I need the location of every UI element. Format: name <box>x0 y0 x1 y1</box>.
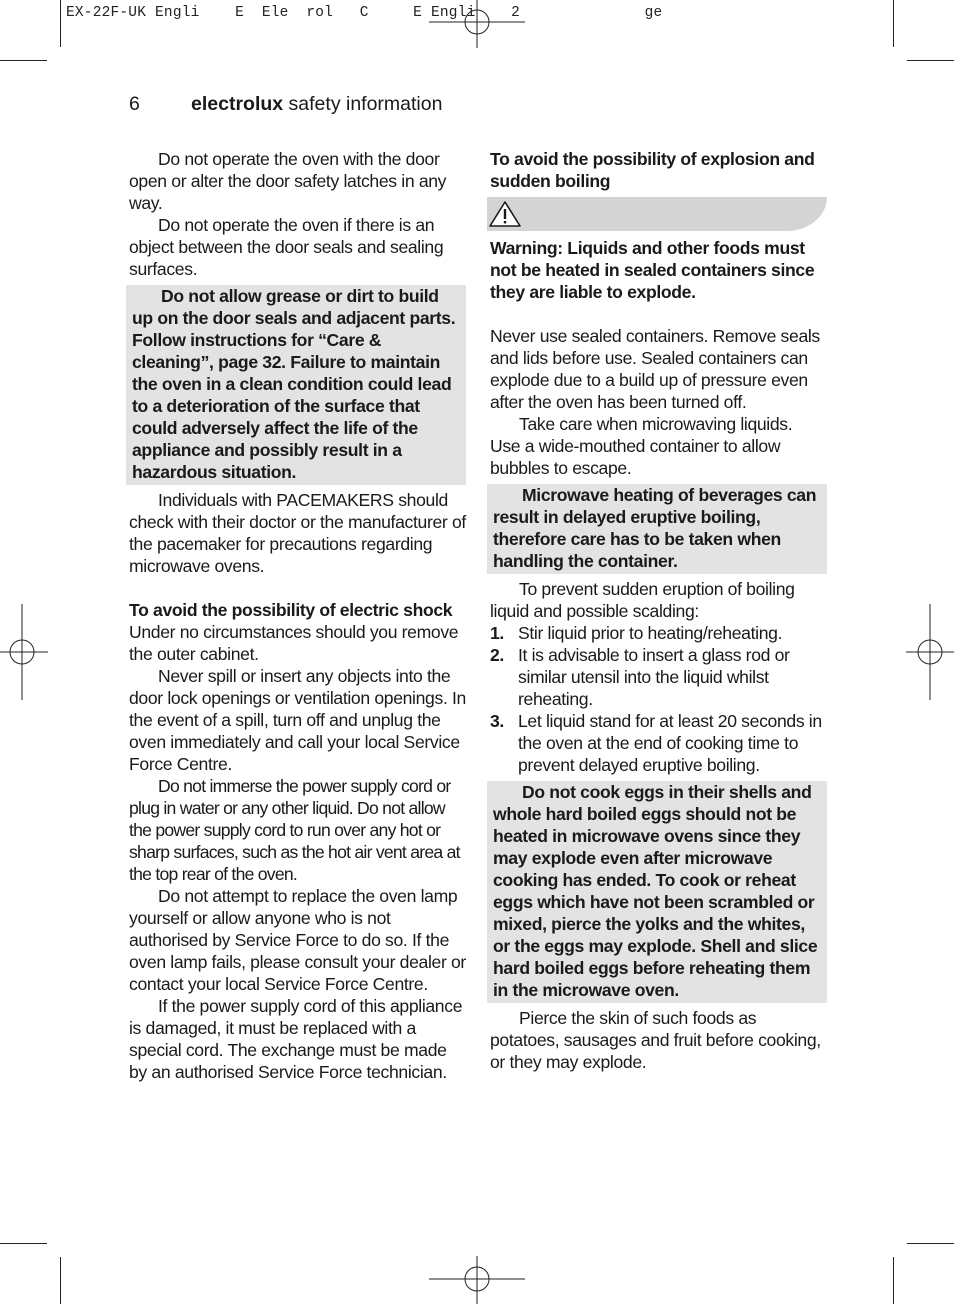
paragraph: Under no circumstances should you remove the outer cabinet. <box>129 622 459 664</box>
warning-text: Warning: Liquids and other foods must not be heated in sealed containers since they are liable to explode. <box>490 238 815 302</box>
list-item <box>490 710 827 776</box>
printer-slug: EX-22F-UK Engli E Ele rol C E Engli 2 ge <box>66 5 663 21</box>
section-heading: To avoid the possibility of explosion and sudden boiling <box>490 149 815 191</box>
registration-mark-icon <box>0 604 48 700</box>
highlight-box <box>487 781 827 1003</box>
paragraph: Do not immerse the power supply cord or plug in water or any other liquid. Do not allow the power supply cord to run over any hot or sharp surfaces, such as the hot air vent area at the top rear of the oven. <box>129 776 460 884</box>
list-item <box>490 622 827 644</box>
warning-bar <box>487 197 827 231</box>
registration-mark-icon <box>429 1256 525 1304</box>
paragraph: Individuals with PACEMAKERS should check with their doctor or the manufacturer of the pacemaker for precautions regarding microwave ovens. <box>129 490 466 576</box>
paragraph: Take care when microwaving liquids. Use a wide-mouthed container to allow bubbles to escape. <box>490 414 793 478</box>
paragraph: Never use sealed containers. Remove seals and lids before use. Sealed containers can explode due to a build up of pressure even after the oven has been turned off. <box>490 326 820 412</box>
page-number: 6 <box>129 93 140 115</box>
crop-mark <box>0 1243 47 1244</box>
paragraph: Do not operate the oven with the door open or alter the door safety latches in any way. <box>129 149 447 213</box>
paragraph: Pierce the skin of such foods as potatoes, sausages and fruit before cooking, or they may explode. <box>490 1008 821 1072</box>
highlight-box <box>126 285 466 485</box>
list-number: 1. <box>490 623 504 643</box>
list-item <box>490 644 827 710</box>
crop-mark <box>907 60 954 61</box>
brand-name: electrolux <box>191 93 284 115</box>
list-number: 2. <box>490 645 504 665</box>
crop-mark <box>907 1243 954 1244</box>
paragraph: To prevent sudden eruption of boiling liquid and possible scalding: <box>490 579 795 621</box>
list-number: 3. <box>490 711 504 731</box>
warning-triangle-icon <box>488 200 522 228</box>
section-heading: To avoid the possibility of electric shock <box>129 600 453 620</box>
right-column <box>490 148 827 1073</box>
paragraph: Do not attempt to replace the oven lamp yourself or allow anyone who is not authorised by Service Force to do so. If the oven lamp fails, please consult your dealer or contact your local Service Force Centre. <box>129 886 466 994</box>
registration-mark-icon <box>429 0 525 48</box>
list-text: Stir liquid prior to heating/reheating. <box>518 623 783 643</box>
highlight-text: Microwave heating of beverages can result in delayed eruptive boiling, therefore care has to be taken when handling the container. <box>493 485 817 571</box>
crop-mark <box>60 0 61 47</box>
highlight-text: Do not allow grease or dirt to build up on the door seals and adjacent parts. Follow instructions for “Care & cleaning”, page 32. Failure to maintain the oven in a clean condition could lead to a deterioration of the surface that could adversely affect the life of the appliance and possibly result in a hazardous situation. <box>132 286 456 482</box>
highlight-box <box>487 484 827 574</box>
paragraph: If the power supply cord of this appliance is damaged, it must be replaced with a special cord. The exchange must be made by an authorised Service Force technician. <box>129 996 463 1082</box>
list-text: Let liquid stand for at least 20 seconds in the oven at the end of cooking time to prevent delayed eruptive boiling. <box>518 711 822 775</box>
crop-mark <box>893 0 894 47</box>
registration-mark-icon <box>906 604 954 700</box>
list-text: It is advisable to insert a glass rod or similar utensil into the liquid whilst reheating. <box>518 645 790 709</box>
paragraph: Do not operate the oven if there is an object between the door seals and sealing surfaces. <box>129 215 444 279</box>
section-title: safety information <box>288 93 443 115</box>
highlight-text: Do not cook eggs in their shells and whole hard boiled eggs should not be heated in microwave ovens since they may explode even after microwave cooking has ended. To cook or reheat eggs which have not been scrambled or mixed, pierce the yolks and the whites, or the eggs may explode. Shell and slice hard boiled eggs before reheating them in the microwave oven. <box>493 782 818 1000</box>
paragraph: Never spill or insert any objects into the door lock openings or ventilation openings. In the event of a spill, turn off and unplug the oven immediately and call your local Service Force Centre. <box>129 666 466 774</box>
left-column <box>129 148 466 1083</box>
crop-mark <box>0 60 47 61</box>
crop-mark <box>60 1257 61 1304</box>
page-header <box>129 93 442 116</box>
crop-mark <box>893 1257 894 1304</box>
